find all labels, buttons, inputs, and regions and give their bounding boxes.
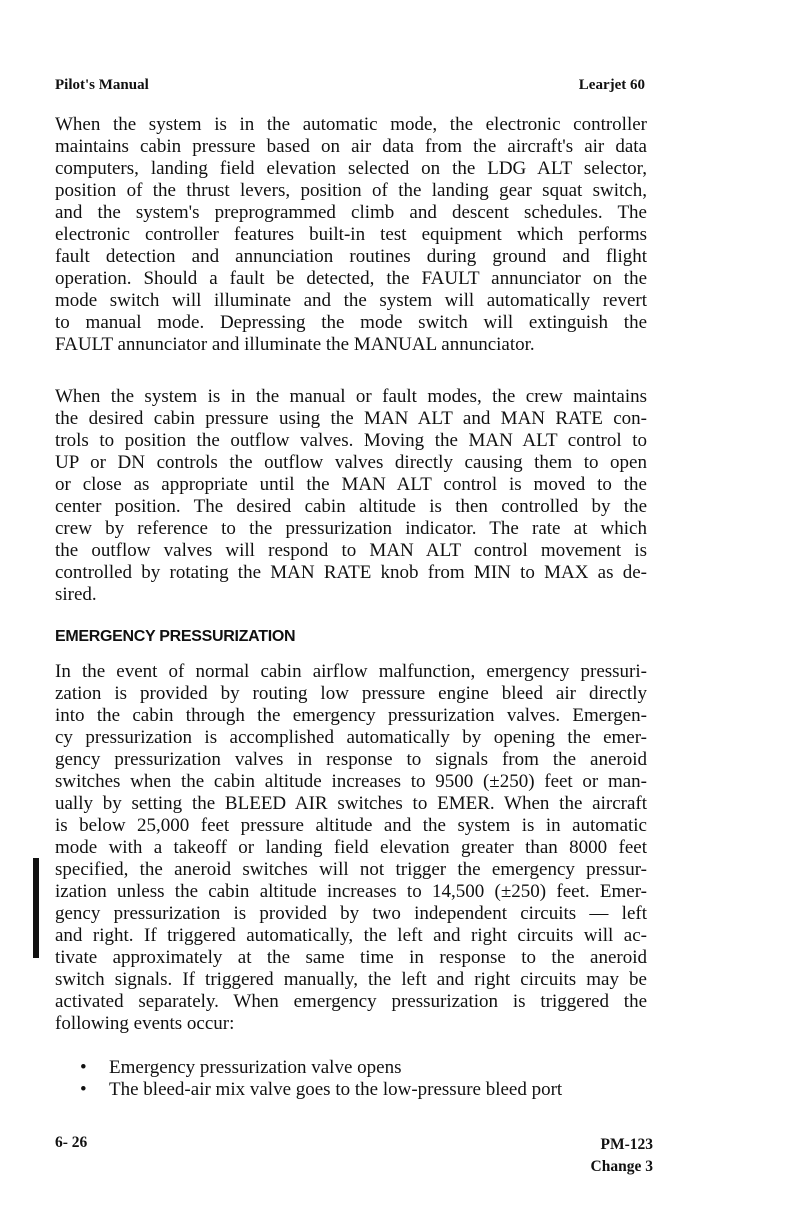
text-line: In the event of normal cabin airflow malfunction, emergency pressuri-	[55, 661, 647, 682]
list-item	[80, 1079, 562, 1101]
text-line: specified, the aneroid switches will not trigger the emergency pressur-	[55, 859, 647, 880]
text-line: computers, landing field elevation selected on the LDG ALT selector,	[55, 158, 647, 179]
text-line: to manual mode. Depressing the mode switch will extinguish the	[55, 312, 647, 333]
text-line: mode switch will illuminate and the system will automatically revert	[55, 290, 647, 311]
text-line: gency pressurization is provided by two independent circuits — left	[55, 903, 647, 924]
page-number: 6- 26	[55, 1134, 88, 1151]
text-line: operation. Should a fault be detected, the FAULT annunciator on the	[55, 268, 647, 289]
text-line: following events occur:	[55, 1013, 235, 1034]
text-line: switches when the cabin altitude increases to 9500 (±250) feet or man-	[55, 771, 647, 792]
document-number: PM-123	[600, 1136, 653, 1153]
text-line: or close as appropriate until the MAN ALT control is moved to the	[55, 474, 647, 495]
text-line: sired.	[55, 584, 97, 605]
paragraph-manual-mode	[55, 386, 647, 606]
text-line: ually by setting the BLEED AIR switches to EMER. When the aircraft	[55, 793, 647, 814]
text-line: into the cabin through the emergency pressurization valves. Emergen-	[55, 705, 647, 726]
text-line: fault detection and annunciation routines during ground and flight	[55, 246, 647, 267]
list-item	[80, 1057, 562, 1079]
paragraph-automatic-mode	[55, 114, 647, 356]
text-line: gency pressurization valves in response to signals from the aneroid	[55, 749, 647, 770]
bullet-icon: •	[80, 1079, 87, 1100]
text-line: UP or DN controls the outflow valves directly causing them to open	[55, 452, 647, 473]
text-line: activated separately. When emergency pressurization is triggered the	[55, 991, 647, 1012]
text-line: When the system is in the automatic mode, the electronic controller	[55, 114, 647, 135]
text-line: crew by reference to the pressurization indicator. The rate at which	[55, 518, 647, 539]
header-manual-title: Pilot's Manual	[55, 77, 149, 93]
text-line: cy pressurization is accomplished automatically by opening the emer-	[55, 727, 647, 748]
text-line: the desired cabin pressure using the MAN ALT and MAN RATE con-	[55, 408, 647, 429]
text-line: position of the thrust levers, position of the landing gear squat switch,	[55, 180, 647, 201]
header-aircraft: Learjet 60	[578, 77, 645, 93]
text-line: tivate approximately at the same time in response to the aneroid	[55, 947, 647, 968]
text-line: zation is provided by routing low pressure engine bleed air directly	[55, 683, 647, 704]
text-line: ization unless the cabin altitude increases to 14,500 (±250) feet. Emer-	[55, 881, 647, 902]
text-line: and the system's preprogrammed climb and descent schedules. The	[55, 202, 647, 223]
text-line: maintains cabin pressure based on air data from the aircraft's air data	[55, 136, 647, 157]
text-line: When the system is in the manual or fault modes, the crew maintains	[55, 386, 647, 407]
text-line: controlled by rotating the MAN RATE knob from MIN to MAX as de-	[55, 562, 647, 583]
change-number: Change 3	[590, 1158, 653, 1175]
text-line: mode with a takeoff or landing field elevation greater than 8000 feet	[55, 837, 647, 858]
list-item-text: The bleed-air mix valve goes to the low-pressure bleed port	[109, 1079, 563, 1100]
text-line: electronic controller features built-in test equipment which performs	[55, 224, 647, 245]
section-heading: EMERGENCY PRESSURIZATION	[55, 628, 296, 645]
text-line: trols to position the outflow valves. Moving the MAN ALT control to	[55, 430, 647, 451]
bullet-icon: •	[80, 1057, 87, 1078]
text-line: is below 25,000 feet pressure altitude and the system is in automatic	[55, 815, 647, 836]
text-line: switch signals. If triggered manually, the left and right circuits may be	[55, 969, 647, 990]
text-line: the outflow valves will respond to MAN ALT control movement is	[55, 540, 647, 561]
list-item-text: Emergency pressurization valve opens	[109, 1057, 402, 1078]
change-bar	[33, 858, 39, 958]
paragraph-emergency-pressurization	[55, 661, 647, 1035]
text-line: center position. The desired cabin altitude is then controlled by the	[55, 496, 647, 517]
text-line: and right. If triggered automatically, the left and right circuits will ac-	[55, 925, 647, 946]
text-line: FAULT annunciator and illuminate the MANUAL annunciator.	[55, 334, 535, 355]
bullet-list	[80, 1057, 562, 1101]
